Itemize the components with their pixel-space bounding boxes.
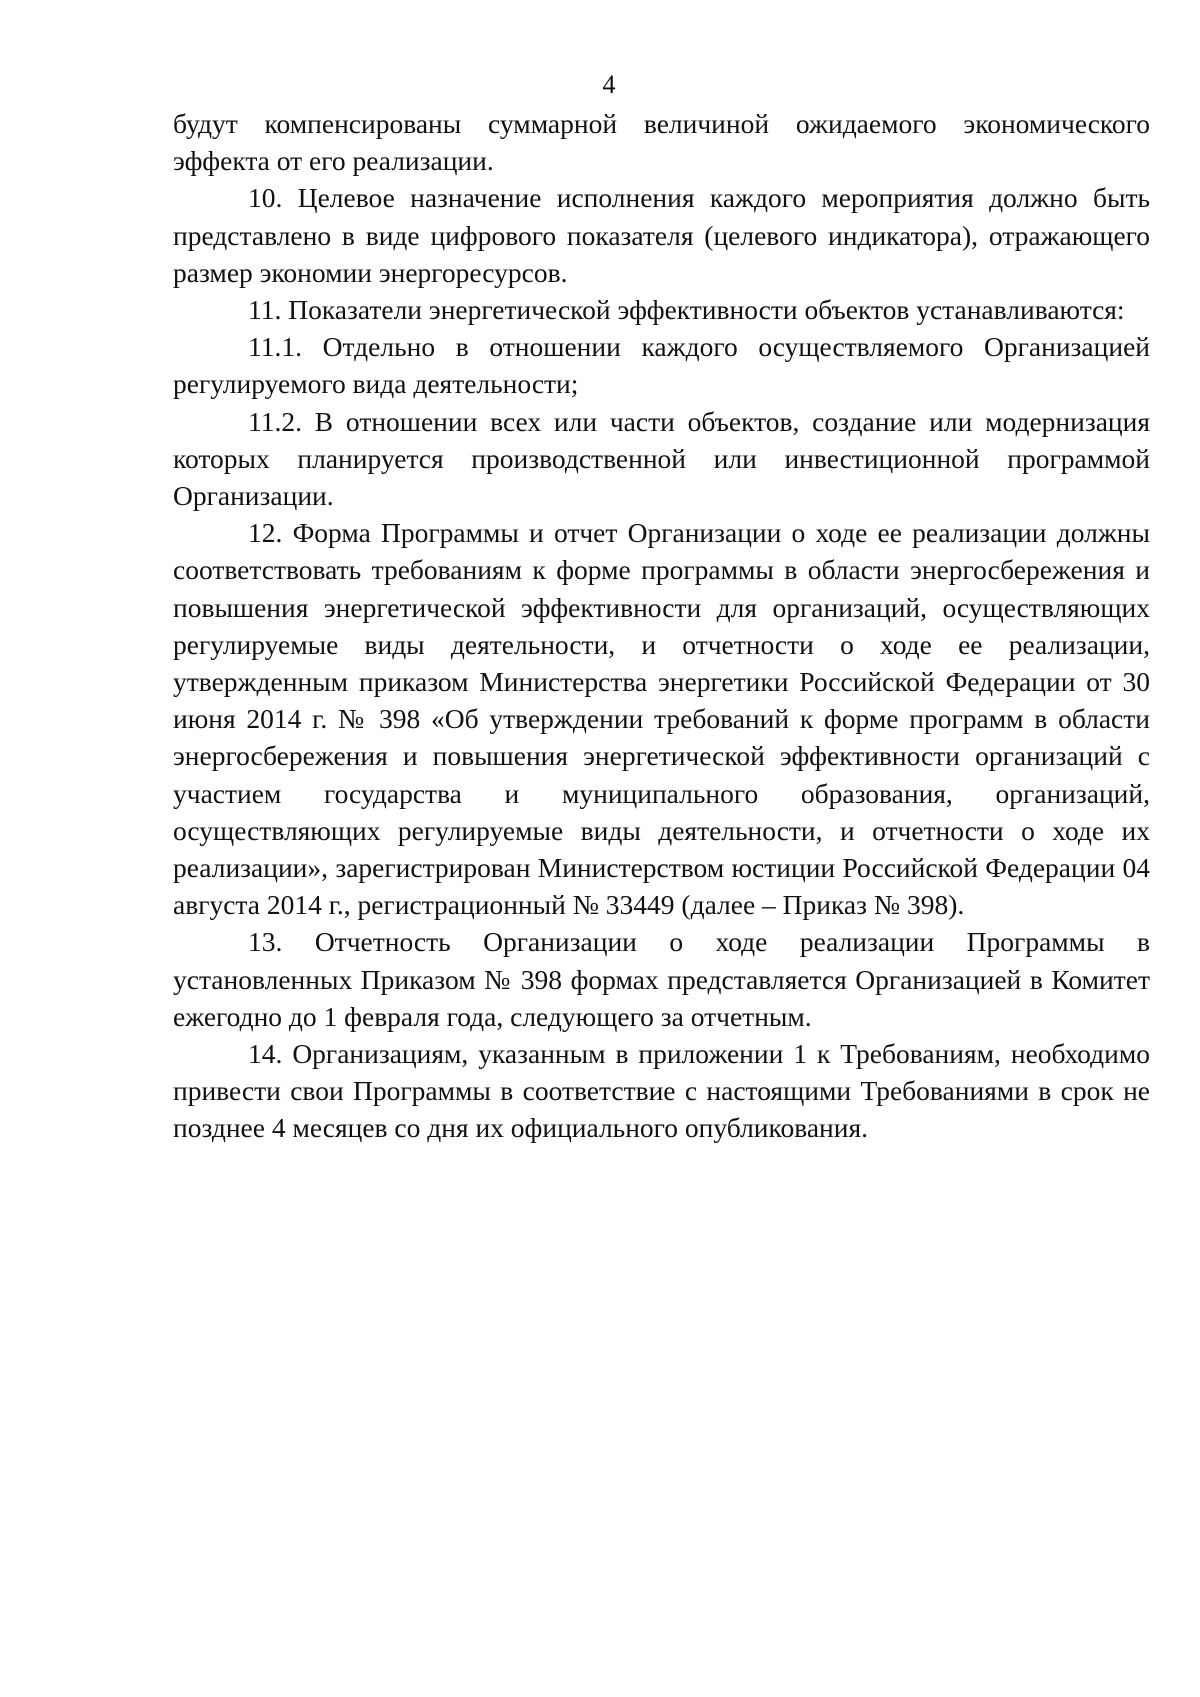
paragraph-10: 10. Целевое назначение исполнения каждого мероприятия должно быть представлено в виде цифрового показателя (целевого индикатора), отражающего размер экономии энергоресурсов. <box>173 182 1150 288</box>
paragraph-12: 12. Форма Программы и отчет Организации о ходе ее реализации должны соответствовать требованиям к форме программы в области энергосбережения и повышения энергетической эффективности для организаций, осуществляющих регулируемые виды деятельности, и отчетности о ходе ее реализации, утвержденным приказом Министерства энергетики Российской Федерации от 30 июня 2014 г. № 398 «Об утверждении требований к форме программ в области энергосбережения и повышения энергетической эффективности организаций с участием государства и муниципального образования, организаций, осуществляющих регулируемые виды деятельности, и отчетности о ходе их реализации», зарегистрирован Министерством юстиции Российской Федерации 04 августа 2014 г., регистрационный № 33449 (далее – Приказ № 398). <box>173 517 1150 921</box>
paragraph-11-2: 11.2. В отношении всех или части объектов, создание или модернизация которых планируется производственной или инвестиционной программой Организации. <box>173 405 1150 512</box>
paragraph-13: 13. Отчетность Организации о ходе реализации Программы в установленных Приказом № 398 формах представляется Организацией в Комитет ежегодно до 1 февраля года, следующего за отчетным. <box>173 926 1150 1032</box>
paragraph-continuation: будут компенсированы суммарной величиной ожидаемого экономического эффекта от его реализации. <box>173 108 1150 177</box>
paragraph-11-1: 11.1. Отдельно в отношении каждого осуществляемого Организацией регулируемого вида деятельности; <box>173 331 1150 400</box>
page-number: 4 <box>602 70 616 99</box>
paragraph-11: 11. Показатели энергетической эффективности объектов устанавливаются: <box>248 294 1125 326</box>
paragraph-14: 14. Организациям, указанным в приложении 1 к Требованиям, необходимо привести свои Программы в соответствие с настоящими Требованиями в срок не позднее 4 месяцев со дня их официального опубликования. <box>173 1038 1150 1144</box>
document-body <box>173 105 1150 1147</box>
